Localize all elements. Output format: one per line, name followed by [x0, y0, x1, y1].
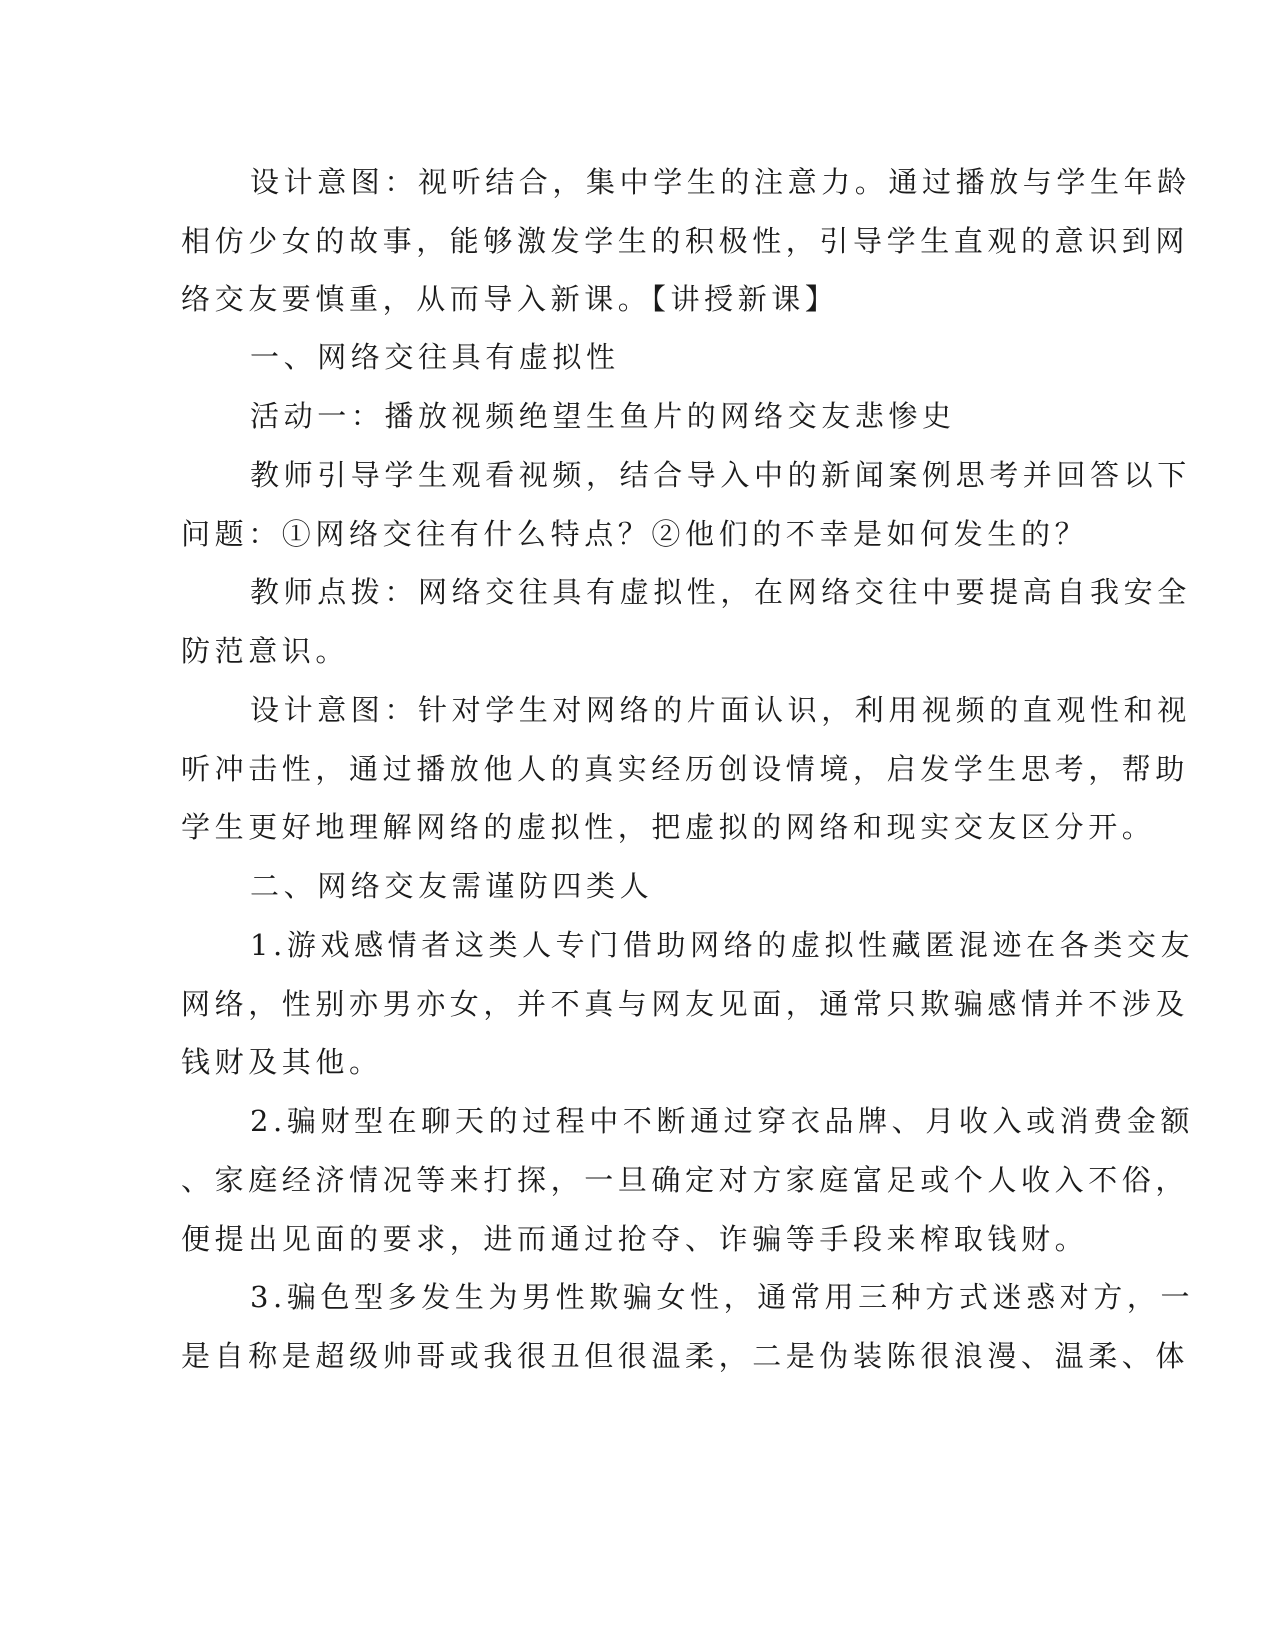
section-heading: 二、网络交友需谨防四类人 — [250, 869, 654, 903]
paragraph-line: 是自称是超级帅哥或我很丑但很温柔，二是伪装陈很浪漫、温柔、体 — [181, 1339, 1190, 1373]
paragraph-line: 设计意图：针对学生对网络的片面认识，利用视频的直观性和视 — [250, 693, 1191, 727]
paragraph-line: 相仿少女的故事，能够激发学生的积极性，引导学生直观的意识到网 — [181, 224, 1190, 258]
paragraph-line: 3.骗色型多发生为男性欺骗女性，通常用三种方式迷惑对方，一 — [250, 1280, 1195, 1314]
paragraph-line: 网络，性别亦男亦女，并不真与网友见面，通常只欺骗感情并不涉及 — [181, 987, 1190, 1021]
paragraph-line: 、家庭经济情况等来打探，一旦确定对方家庭富足或个人收入不俗， — [181, 1163, 1190, 1197]
paragraph-line: 1.游戏感情者这类人专门借助网络的虚拟性藏匿混迹在各类交友 — [250, 928, 1195, 962]
paragraph-line: 学生更好地理解网络的虚拟性，把虚拟的网络和现实交友区分开。 — [181, 810, 1156, 844]
paragraph-line: 钱财及其他。 — [181, 1045, 383, 1079]
paragraph-line: 设计意图：视听结合，集中学生的注意力。通过播放与学生年龄 — [250, 165, 1191, 199]
paragraph-line: 便提出见面的要求，进而通过抢夺、诈骗等手段来榨取钱财。 — [181, 1222, 1089, 1256]
paragraph-line: 络交友要慎重，从而导入新课。【讲授新课】 — [181, 282, 839, 316]
paragraph-line: 活动一：播放视频绝望生鱼片的网络交友悲惨史 — [250, 399, 956, 433]
paragraph-line: 听冲击性，通过播放他人的真实经历创设情境，启发学生思考，帮助 — [181, 752, 1190, 786]
paragraph-line: 防范意识。 — [181, 634, 350, 668]
section-heading: 一、网络交往具有虚拟性 — [250, 340, 620, 374]
paragraph-line: 问题：①网络交往有什么特点？②他们的不幸是如何发生的？ — [181, 517, 1089, 551]
paragraph-line: 教师引导学生观看视频，结合导入中的新闻案例思考并回答以下 — [250, 458, 1191, 492]
paragraph-line: 教师点拨：网络交往具有虚拟性，在网络交往中要提高自我安全 — [250, 575, 1191, 609]
paragraph-line: 2.骗财型在聊天的过程中不断通过穿衣品牌、月收入或消费金额 — [250, 1104, 1195, 1138]
